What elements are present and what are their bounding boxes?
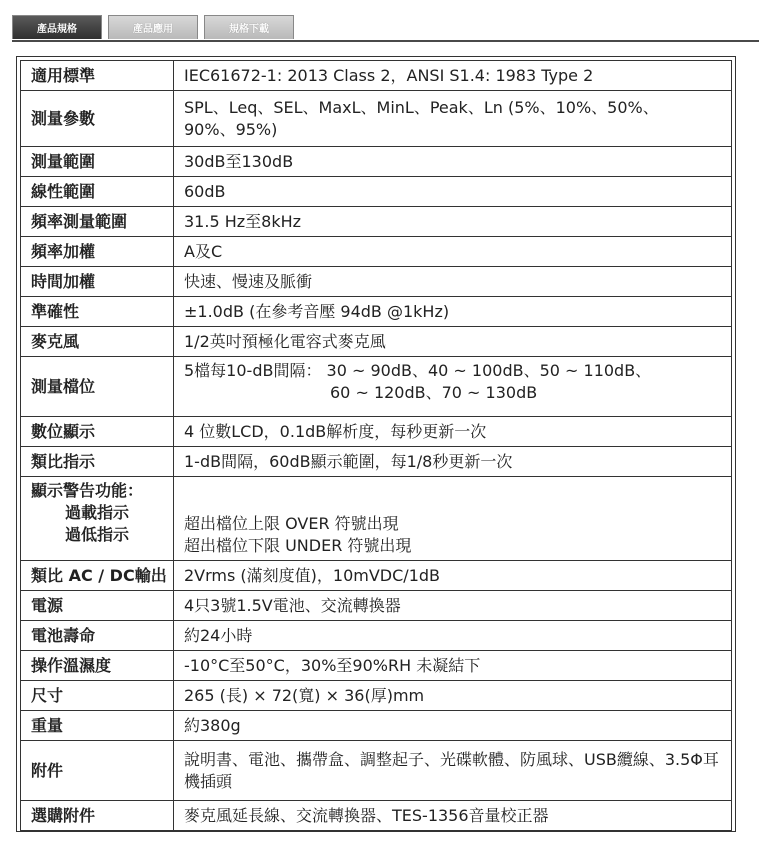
row-value: -10°C至50°C，30%至90%RH 未凝結下 bbox=[174, 651, 732, 681]
row-label: 測量參數 bbox=[21, 91, 174, 147]
table-row bbox=[21, 237, 732, 267]
row-label: 類比 AC / DC輸出 bbox=[21, 561, 174, 591]
row-value: 1/2英吋預極化電容式麥克風 bbox=[174, 327, 732, 357]
row-value: IEC61672-1: 2013 Class 2，ANSI S1.4: 1983 Type 2 bbox=[174, 61, 732, 91]
table-row bbox=[21, 207, 732, 237]
row-value: 265 (長) × 72(寬) × 36(厚)mm bbox=[174, 681, 732, 711]
table-row bbox=[21, 651, 732, 681]
row-label: 重量 bbox=[21, 711, 174, 741]
table-row bbox=[21, 61, 732, 91]
row-value bbox=[174, 477, 732, 561]
row-label: 頻率加權 bbox=[21, 237, 174, 267]
tab-bar bbox=[12, 15, 300, 41]
spec-table-frame bbox=[16, 56, 736, 832]
row-label: 類比指示 bbox=[21, 447, 174, 477]
row-value: ±1.0dB (在參考音壓 94dB @1kHz) bbox=[174, 297, 732, 327]
row-label: 電源 bbox=[21, 591, 174, 621]
table-row bbox=[21, 477, 732, 561]
row-label: 操作溫濕度 bbox=[21, 651, 174, 681]
row-label: 電池壽命 bbox=[21, 621, 174, 651]
row-label: 測量範圍 bbox=[21, 147, 174, 177]
table-row bbox=[21, 417, 732, 447]
table-row bbox=[21, 91, 732, 147]
row-value: 約380g bbox=[174, 711, 732, 741]
table-row bbox=[21, 711, 732, 741]
table-row bbox=[21, 741, 732, 801]
row-label: 數位顯示 bbox=[21, 417, 174, 447]
ranges-line-1: 5檔每10-dB間隔： 30 ~ 90dB、40 ~ 100dB、50 ~ 110dB、 bbox=[184, 361, 652, 380]
row-value: 30dB至130dB bbox=[174, 147, 732, 177]
row-value: A及C bbox=[174, 237, 732, 267]
overload-label: 過載指示 bbox=[65, 503, 130, 522]
row-label: 附件 bbox=[21, 741, 174, 801]
table-row bbox=[21, 447, 732, 477]
row-value bbox=[174, 357, 732, 417]
spec-table bbox=[20, 60, 732, 831]
row-label: 時間加權 bbox=[21, 267, 174, 297]
row-value: 約24小時 bbox=[174, 621, 732, 651]
table-row bbox=[21, 561, 732, 591]
table-row bbox=[21, 177, 732, 207]
table-row bbox=[21, 591, 732, 621]
ranges-line-2: 60 ~ 120dB、70 ~ 130dB bbox=[330, 383, 538, 402]
row-value: 4只3號1.5V電池、交流轉換器 bbox=[174, 591, 732, 621]
tab-spec-download[interactable]: 規格下載 bbox=[204, 15, 294, 39]
row-label: 測量檔位 bbox=[21, 357, 174, 417]
row-label: 適用標準 bbox=[21, 61, 174, 91]
tab-underline bbox=[12, 40, 759, 42]
table-row bbox=[21, 297, 732, 327]
table-row bbox=[21, 267, 732, 297]
row-value: 麥克風延長線、交流轉換器、TES-1356音量校正器 bbox=[174, 801, 732, 831]
row-label: 尺寸 bbox=[21, 681, 174, 711]
underload-value: 超出檔位下限 UNDER 符號出現 bbox=[184, 536, 412, 555]
row-value: 4 位數LCD，0.1dB解析度，每秒更新一次 bbox=[174, 417, 732, 447]
row-label: 頻率測量範圍 bbox=[21, 207, 174, 237]
tab-specifications[interactable]: 產品規格 bbox=[12, 15, 102, 39]
row-label: 準確性 bbox=[21, 297, 174, 327]
table-row bbox=[21, 327, 732, 357]
row-value: 說明書、電池、攜帶盒、調整起子、光碟軟體、防風球、USB纜線、3.5Φ耳機插頭 bbox=[174, 741, 732, 801]
row-value: 1-dB間隔，60dB顯示範圍，每1/8秒更新一次 bbox=[174, 447, 732, 477]
row-value: 2Vrms (滿刻度值)，10mVDC/1dB bbox=[174, 561, 732, 591]
table-row bbox=[21, 621, 732, 651]
row-value: 31.5 Hz至8kHz bbox=[174, 207, 732, 237]
row-label bbox=[21, 477, 174, 561]
underload-label: 過低指示 bbox=[65, 525, 130, 544]
row-label: 線性範圍 bbox=[21, 177, 174, 207]
table-row bbox=[21, 801, 732, 831]
tab-applications[interactable]: 產品應用 bbox=[108, 15, 198, 39]
table-row bbox=[21, 681, 732, 711]
table-row bbox=[21, 357, 732, 417]
warning-heading: 顯示警告功能： bbox=[31, 481, 144, 500]
row-value: 60dB bbox=[174, 177, 732, 207]
overload-value: 超出檔位上限 OVER 符號出現 bbox=[184, 514, 399, 533]
row-value: SPL、Leq、SEL、MaxL、MinL、Peak、Ln (5%、10%、50%、90%、95%) bbox=[174, 91, 732, 147]
row-value: 快速、慢速及脈衝 bbox=[174, 267, 732, 297]
row-label: 選購附件 bbox=[21, 801, 174, 831]
table-row bbox=[21, 147, 732, 177]
row-label: 麥克風 bbox=[21, 327, 174, 357]
